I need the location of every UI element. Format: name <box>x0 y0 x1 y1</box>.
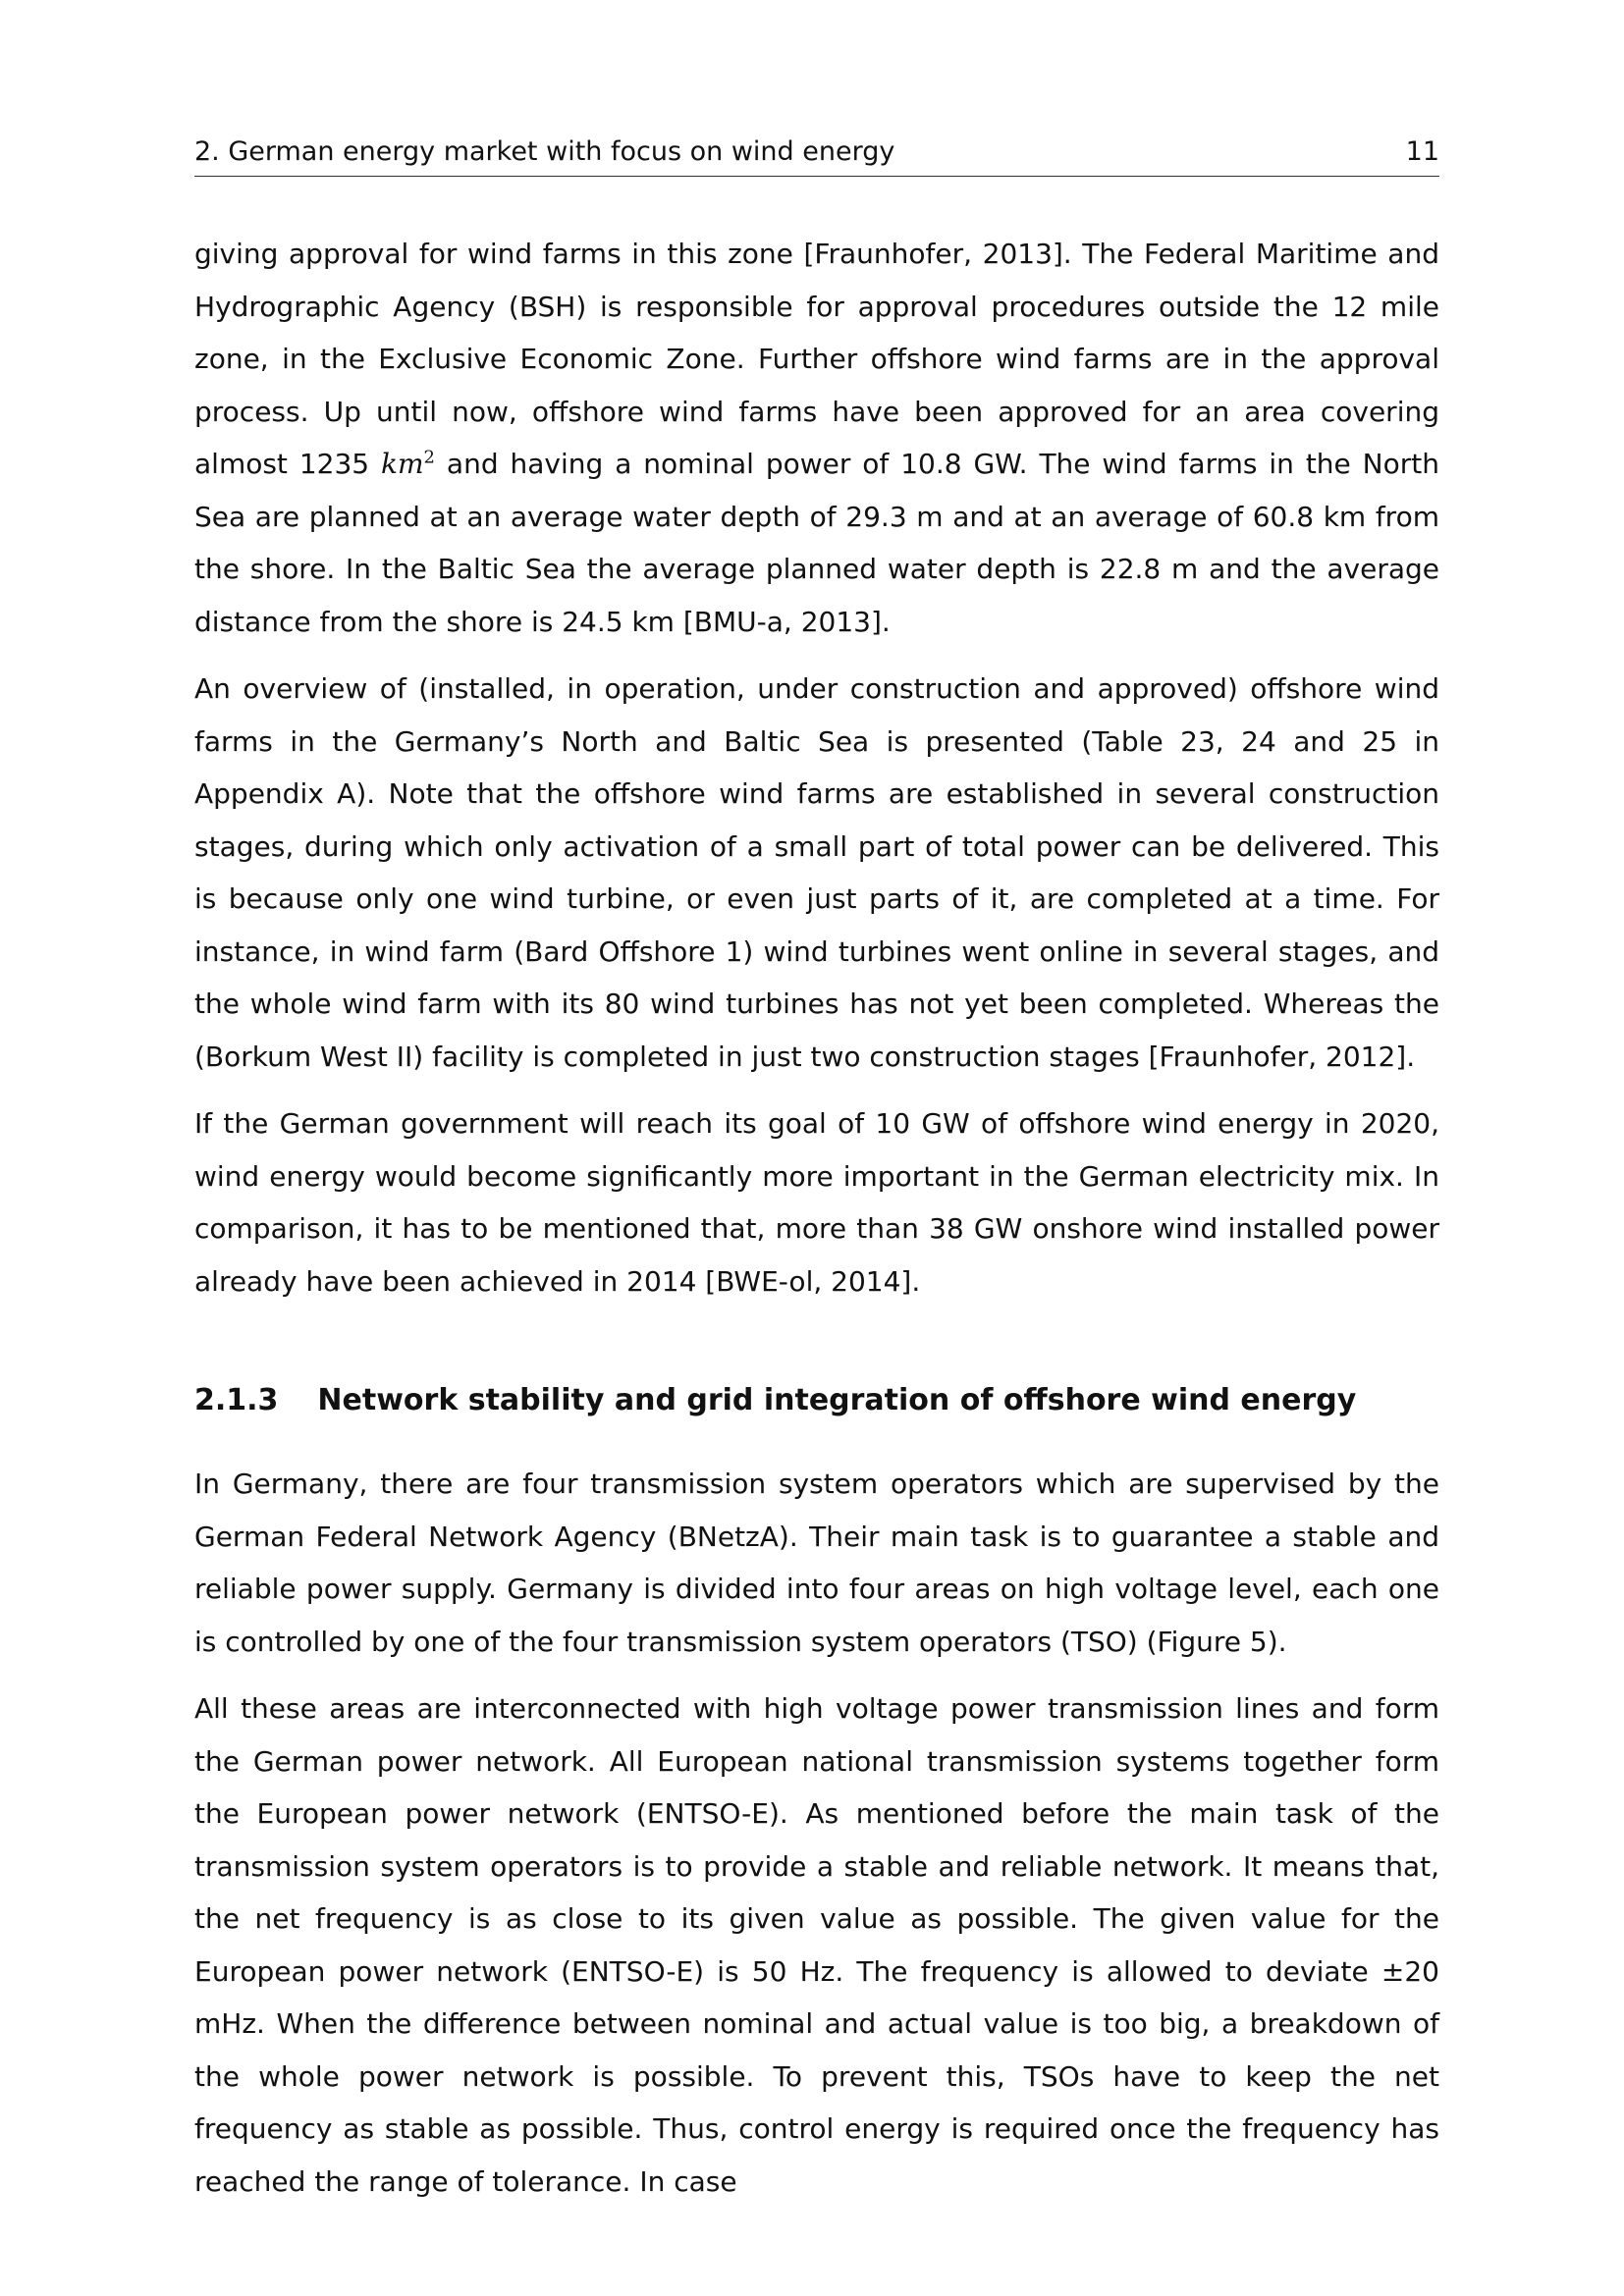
paragraph-text: giving approval for wind farms in this zone [Fraunhofer, 2013]. The Federal Maritime and Hydrographic Agency (BSH) is responsible for approval procedures outside the 12 mile zone, in the Exclusive Economic Zone. Further offshore wind farms are in the approval process. Up until now, offshore wind farms have been approved for an area covering almost 1235 <box>194 238 1439 480</box>
paragraph-offshore-approval <box>194 228 1439 648</box>
body-text <box>194 228 1439 2222</box>
section-number: 2.1.3 <box>194 1383 279 1417</box>
section-title: Network stability and grid integration of offshore wind energy <box>317 1383 1357 1417</box>
document-page <box>194 0 1439 2296</box>
paragraph-text: and having a nominal power of 10.8 GW. The wind farms in the North Sea are planned at an average water depth of 29.3 m and at an average of 60.8 km from the shore. In the Baltic Sea the average planned water depth is 22.8 m and the average distance from the shore is 24.5 km [BMU-a, 2013]. <box>194 448 1439 638</box>
paragraph-government-goal: If the German government will reach its goal of 10 GW of offshore wind energy in 2020, wind energy would become significantly more important in the German electricity mix. In comparison, it has to be mentioned that, more than 38 GW onshore wind installed power already have been achieved in 2014 [BWE-ol, 2014]. <box>194 1107 1439 1298</box>
math-unit: km <box>381 448 424 480</box>
chapter-title: 2. German energy market with focus on wind energy <box>194 136 895 167</box>
running-header <box>194 130 1439 177</box>
section-heading <box>194 1381 1439 1420</box>
paragraph-power-network: All these areas are interconnected with high voltage power transmission lines and form the German power network. All European national transmission systems together form the European power network (ENTSO-E). As mentioned before the main task of the transmission system operators is to provide a stable and reliable network. It means that, the net frequency is as close to its given value as possible. The given value for the European power network (ENTSO-E) is 50 Hz. The frequency is allowed to deviate ±20 mHz. When the difference between nominal and actual value is too big, a breakdown of the whole power network is possible. To prevent this, TSOs have to keep the net frequency as stable as possible. Thus, control energy is required once the frequency has reached the range of tolerance. In case <box>194 1692 1439 2198</box>
math-exponent: 2 <box>423 447 435 468</box>
page-number: 11 <box>1405 136 1439 167</box>
paragraph-offshore-overview: An overview of (installed, in operation, under construction and approved) offshore wind farms in the Germany’s North and Baltic Sea is presented (Table 23, 24 and 25 in Appendix A). Note that the offshore wind farms are established in several construction stages, during which only activation of a small part of total power can be delivered. This is because only one wind turbine, or even just parts of it, are completed at a time. For instance, in wind farm (Bard Offshore 1) wind turbines went online in several stages, and the whole wind farm with its 80 wind turbines has not yet been completed. Whereas the (Borkum West II) facility is completed in just two construction stages [Fraunhofer, 2012]. <box>194 672 1439 1073</box>
paragraph-tso: In Germany, there are four transmission system operators which are supervised by the German Federal Network Agency (BNetzA). Their main task is to guarantee a stable and reliable power supply. Germany is divided into four areas on high voltage level, each one is controlled by one of the four transmission system operators (TSO) (Figure 5). <box>194 1468 1439 1658</box>
